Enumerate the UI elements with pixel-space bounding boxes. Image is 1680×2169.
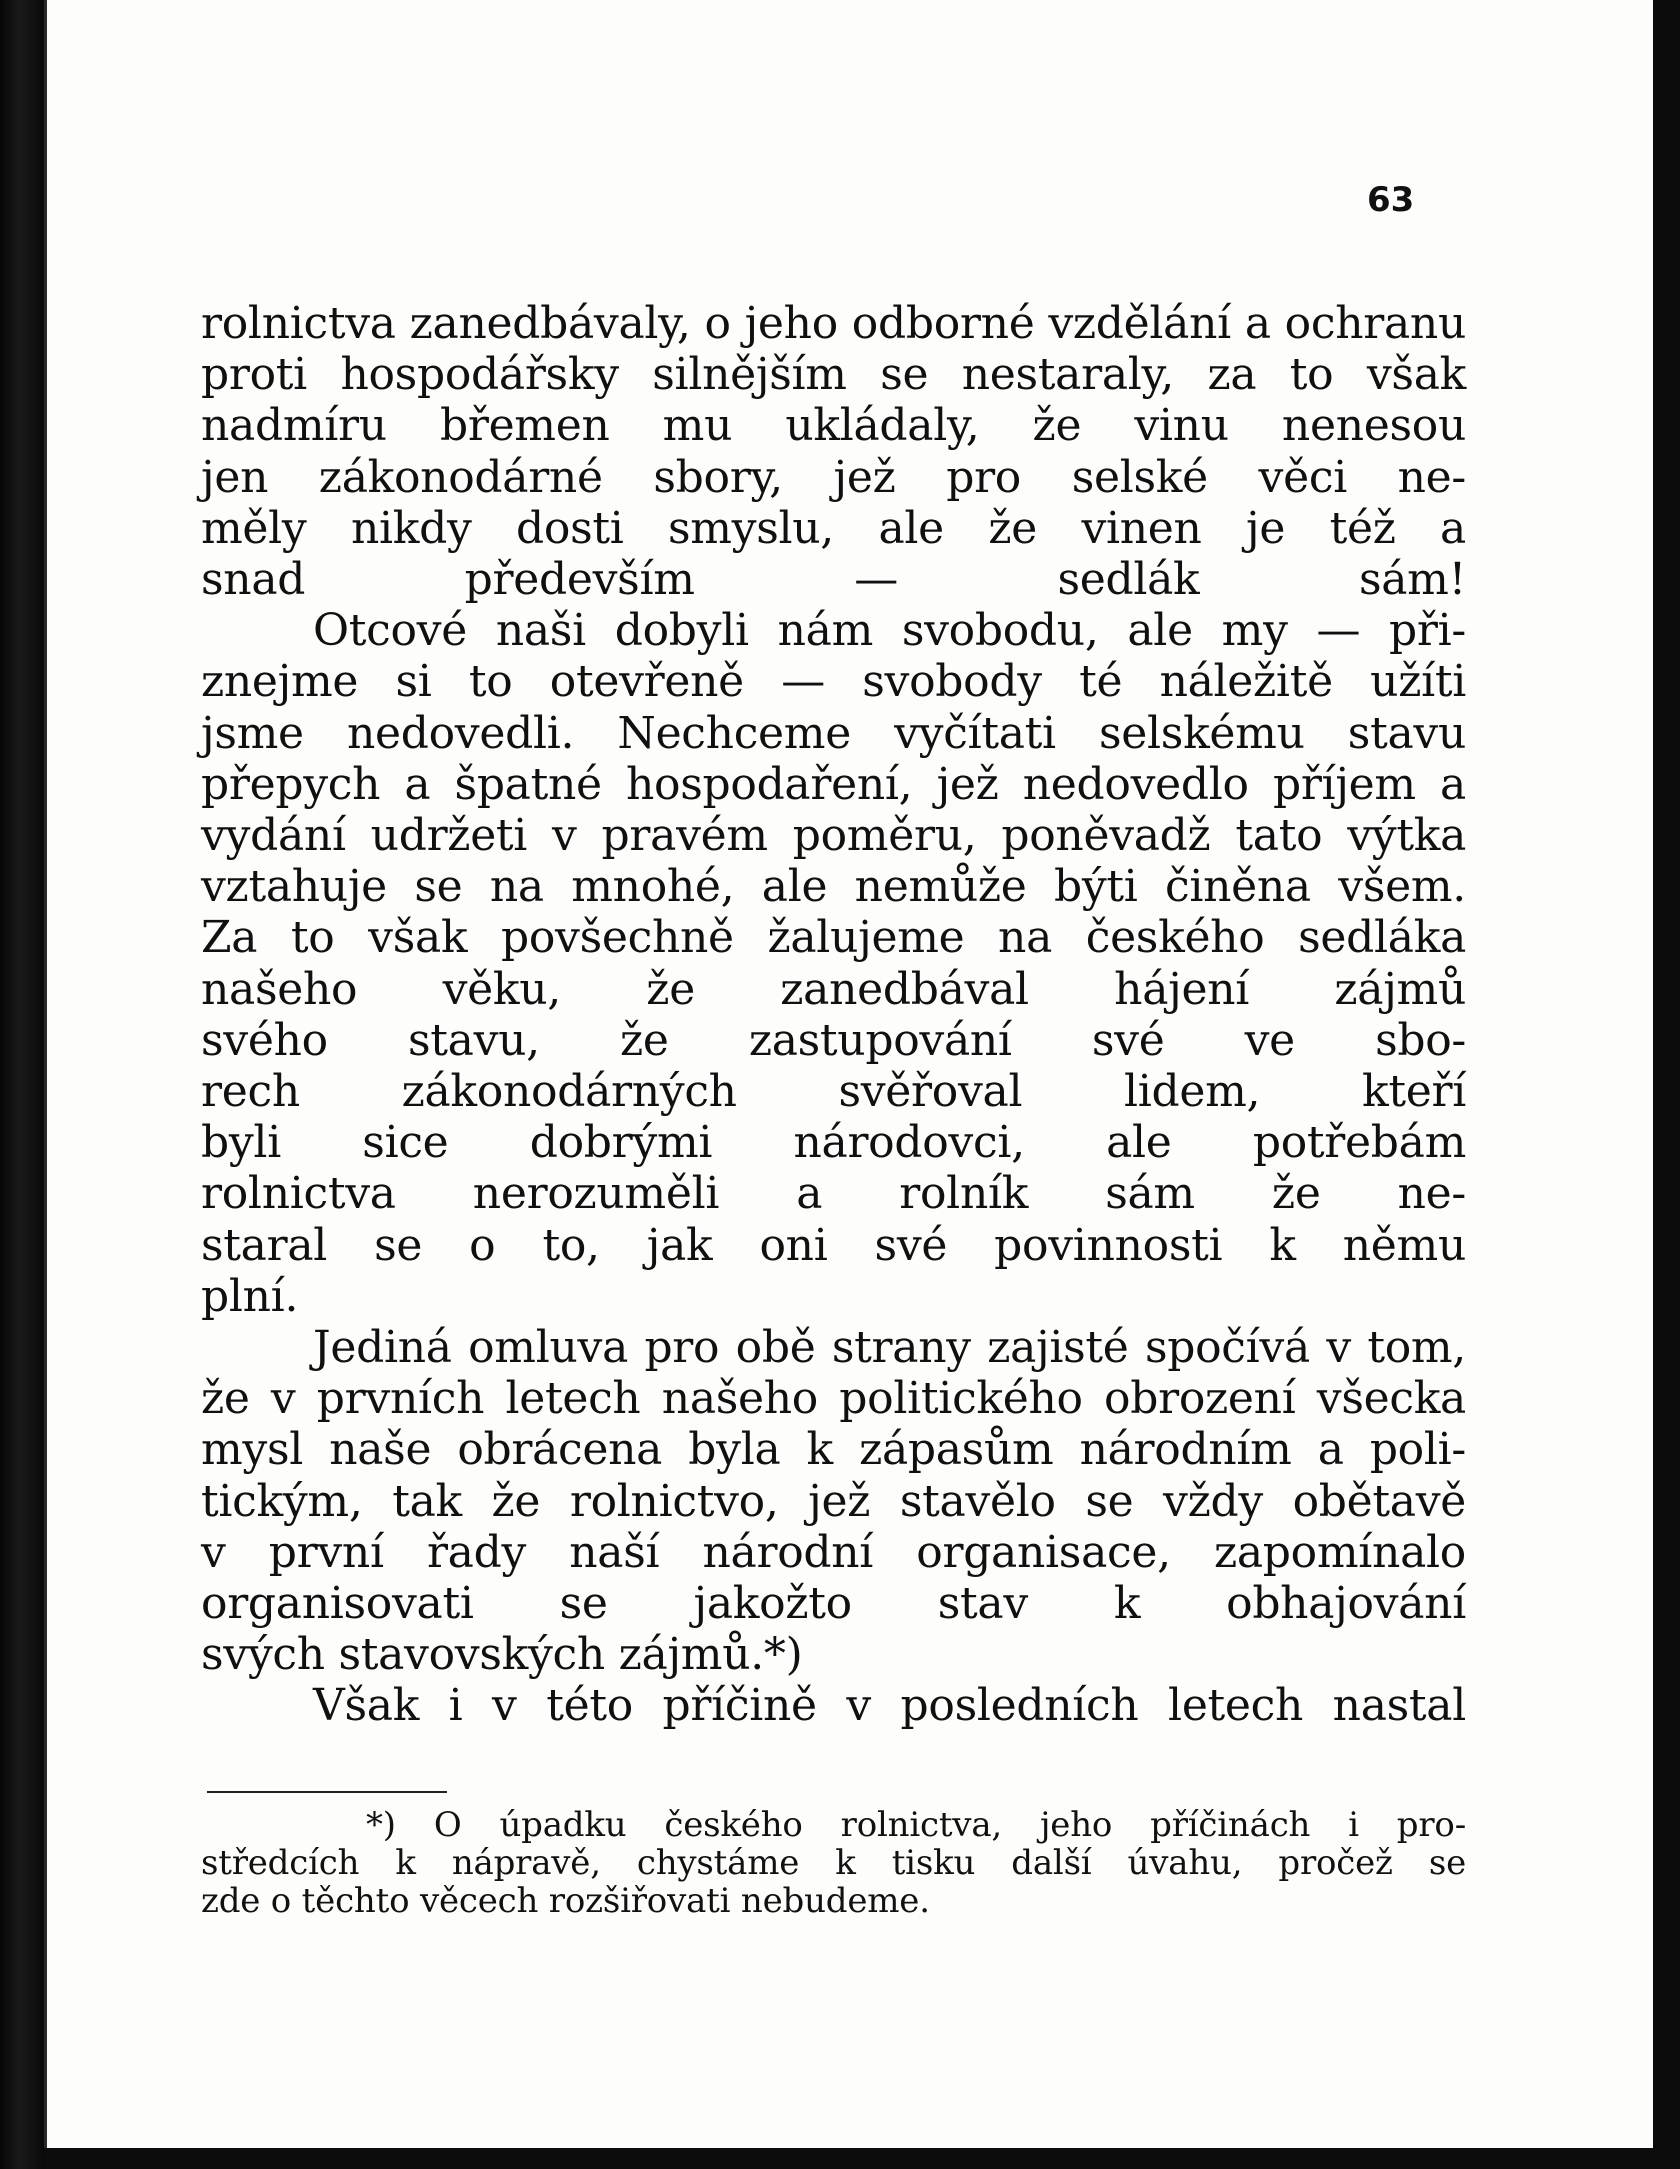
text-line: měly nikdy dosti smyslu, ale že vinen je též a [201, 502, 1466, 554]
text-line: že v prvních letech našeho politického obrození všecka [201, 1373, 1466, 1425]
text-line: Však i v této příčině v posledních letech nastal [313, 1680, 1466, 1732]
text-line: znejme si to otevřeně — svobody té náležitě užíti [201, 656, 1466, 708]
text-line: Otcové naši dobyli nám svobodu, ale my — při- [313, 605, 1466, 657]
scan-edge-left [0, 0, 44, 2169]
footnote-line: zde o těchto věcech rozšiřovati nebudeme. [201, 1881, 930, 1921]
book-page [44, 0, 1653, 2148]
text-line: nadmíru břemen mu ukládaly, že vinu nenesou [201, 400, 1466, 452]
text-line: snad především — sedlák sám! [201, 554, 1466, 606]
text-line: mysl naše obrácena byla k zápasům národním a poli- [201, 1424, 1466, 1476]
footnote [201, 1806, 1466, 1920]
text-line: jsme nedovedli. Nechceme vyčítati selskému stavu [201, 707, 1466, 759]
text-line: vztahuje se na mnohé, ale nemůže býti činěna všem. [201, 861, 1466, 913]
text-line: tickým, tak že rolnictvo, jež stavělo se vždy obětavě [201, 1475, 1466, 1527]
text-line: staral se o to, jak oni své povinnosti k němu [201, 1219, 1466, 1271]
text-line: Za to však povšechně žalujeme na českého sedláka [201, 912, 1466, 964]
text-line: svých stavovských zájmů.*) [201, 1629, 803, 1681]
text-line: proti hospodářsky silnějším se nestaraly, za to však [201, 349, 1466, 401]
text-line: organisovati se jakožto stav k obhajování [201, 1578, 1466, 1630]
text-line: rolnictva zanedbávaly, o jeho odborné vzdělání a ochranu [201, 298, 1466, 349]
page-number: 63 [1367, 180, 1415, 220]
text-line: byli sice dobrými národovci, ale potřebám [201, 1117, 1466, 1169]
text-line: Jediná omluva pro obě strany zajisté spočívá v tom, [313, 1322, 1466, 1374]
text-line: v první řady naší národní organisace, zapomínalo [201, 1526, 1466, 1578]
footnote-line: *) O úpadku českého rolnictva, jeho příčinách i pro- [366, 1805, 1466, 1845]
text-line: přepych a špatné hospodaření, jež nedovedlo příjem a [201, 758, 1466, 810]
text-line: svého stavu, že zastupování své ve sbo- [201, 1014, 1466, 1066]
text-line: našeho věku, že zanedbával hájení zájmů [201, 963, 1466, 1015]
body-text [201, 298, 1466, 1732]
text-line: vydání udržeti v pravém poměru, poněvadž tato výtka [201, 810, 1466, 862]
text-line: plní. [201, 1270, 299, 1322]
footnote-line: středcích k nápravě, chystáme k tisku další úvahu, pročež se [201, 1843, 1466, 1883]
text-line: jen zákonodárné sbory, jež pro selské věci ne- [201, 451, 1466, 503]
text-line: rolnictva nerozuměli a rolník sám že ne- [201, 1168, 1466, 1220]
text-line: rech zákonodárných svěřoval lidem, kteří [201, 1066, 1466, 1118]
footnote-divider [207, 1791, 447, 1793]
